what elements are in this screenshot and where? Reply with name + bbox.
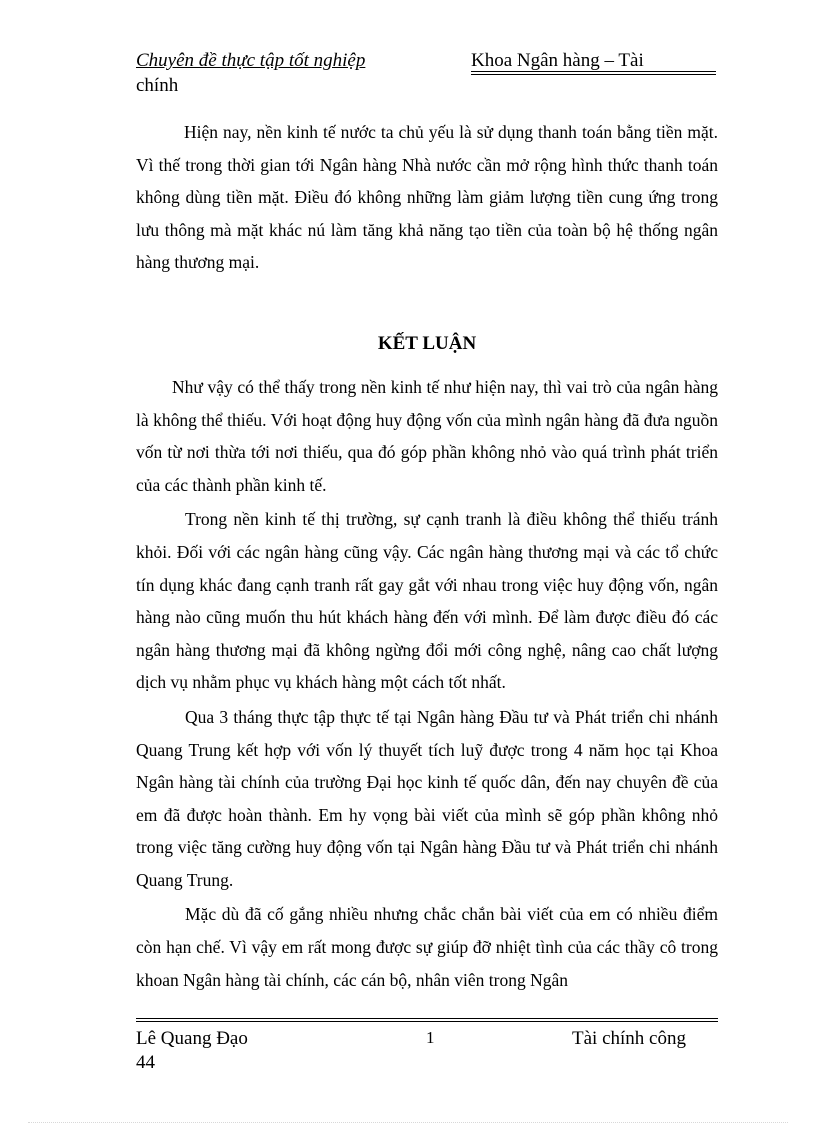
header-faculty: Khoa Ngân hàng – Tài bbox=[471, 50, 644, 71]
footer-continuation: 44 bbox=[136, 1052, 155, 1073]
section-heading: KẾT LUẬN bbox=[377, 332, 477, 354]
footer-author: Lê Quang Đạo bbox=[136, 1028, 248, 1049]
footer-department: Tài chính công bbox=[572, 1028, 686, 1049]
paragraph-conclusion-3: Qua 3 tháng thực tập thực tế tại Ngân hàng Đầu tư và Phát triển chi nhánh Quang Trung kết hợp với vốn lý thuyết tích luỹ được trong 4 năm học tại Khoa Ngân hàng tài chính của trường Đại học kinh tế quốc dân, đến nay chuyên đề của em đã được hoàn thành. Em hy vọng bài viết của mình sẽ góp phần không nhỏ trong việc tăng cường huy động vốn tại Ngân hàng Đầu tư và Phát triển chi nhánh Quang Trung. bbox=[136, 706, 718, 890]
page-number: 1 bbox=[426, 1028, 435, 1047]
document-body bbox=[136, 116, 718, 996]
page-header bbox=[136, 48, 716, 96]
page-footer bbox=[136, 1018, 718, 1078]
header-document-title: Chuyên đề thực tập tốt nghiệp bbox=[136, 50, 366, 71]
paragraph-conclusion-2: Trong nền kinh tế thị trường, sự cạnh tranh là điều không thể thiếu tránh khỏi. Đối với các ngân hàng cũng vậy. Các ngân hàng thương mại và các tổ chức tín dụng khác đang cạnh tranh rất gay gắt với nhau trong việc huy động vốn, ngân hàng nào cũng muốn thu hút khách hàng đến với mình. Để làm được điều đó các ngân hàng thương mại đã không ngừng đổi mới công nghệ, nâng cao chất lượng dịch vụ nhằm phục vụ khách hàng một cách tốt nhất. bbox=[136, 509, 718, 693]
header-rule-double bbox=[471, 74, 716, 75]
footer-rule bbox=[136, 1018, 718, 1019]
header-faculty-continuation: chính bbox=[136, 75, 179, 96]
header-rule bbox=[471, 71, 716, 72]
paragraph-conclusion-4: Mặc dù đã cố gắng nhiều nhưng chắc chắn bài viết của em có nhiều điểm còn hạn chế. Vì vậy em rất mong được sự giúp đỡ nhiệt tình của các thầy cô trong khoan Ngân hàng tài chính, các cán bộ, nhân viên trong Ngân bbox=[136, 904, 718, 990]
paragraph-intro: Hiện nay, nền kinh tế nước ta chủ yếu là sử dụng thanh toán bằng tiền mặt. Vì thế trong thời gian tới Ngân hàng Nhà nước cần mở rộng hình thức thanh toán không dùng tiền mặt. Điều đó không những làm giảm lượng tiền cung ứng trong lưu thông mà mặt khác nú làm tăng khả năng tạo tiền của toàn bộ hệ thống ngân hàng thương mại. bbox=[136, 122, 718, 273]
paragraph-conclusion-1: Như vậy có thể thấy trong nền kinh tế như hiện nay, thì vai trò của ngân hàng là không thể thiếu. Với hoạt động huy động vốn của mình ngân hàng đã đưa nguồn vốn từ nơi thừa tới nơi thiếu, qua đó góp phần không nhỏ vào quá trình phát triển của các thành phần kinh tế. bbox=[136, 376, 718, 495]
footer-rule-double bbox=[136, 1021, 718, 1022]
